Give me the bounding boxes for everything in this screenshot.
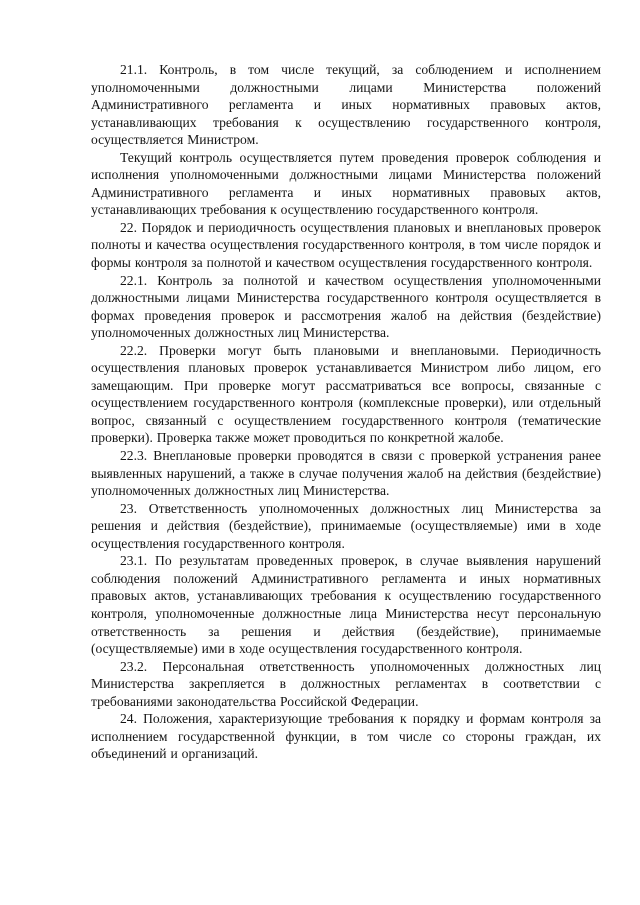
paragraph-22-2: 22.2. Проверки могут быть плановыми и внеплановыми. Периодичность осуществления плановых проверок устанавливается Министром либо лицом, его замещающим. При проверке могут рассматриваться все вопросы, связанные с осуществлением государственного контроля (комплексные проверки), или отдельный вопрос, связанный с осуществлением государственного контроля (тематические проверки). Проверка также может проводиться по конкретной жалобе. (91, 342, 601, 446)
paragraph-24: 24. Положения, характеризующие требования к порядку и формам контроля за исполнением государственной функции, в том числе со стороны граждан, их объединений и организаций. (91, 711, 601, 762)
paragraph-current-control: Текущий контроль осуществляется путем проведения проверок соблюдения и исполнения уполномоченными должностными лицами Министерства положений Административного регламента и иных нормативных правовых актов, устанавливающих требования к осуществлению государственного контроля. (91, 149, 601, 218)
paragraph-22: 22. Порядок и периодичность осуществления плановых и внеплановых проверок полноты и качества осуществления государственного контроля, в том числе порядок и формы контроля за полнотой и качеством осуществления государственного контроля. (91, 219, 601, 271)
paragraph-22-1: 22.1. Контроль за полнотой и качеством осуществления уполномоченными должностными лицами Министерства государственного контроля осуществляется в формах проведения проверок и рассмотрения жалоб на действия (бездействие) уполномоченных должностных лиц Министерства. (91, 272, 601, 341)
paragraph-23: 23. Ответственность уполномоченных должностных лиц Министерства за решения и действия (бездействие), принимаемые (осуществляемые) ими в ходе осуществления государственного контроля. (91, 500, 601, 551)
document-body (91, 61, 601, 763)
paragraph-21-1: 21.1. Контроль, в том числе текущий, за соблюдением и исполнением уполномоченными должностными лицами Министерства положений Административного регламента и иных нормативных правовых актов, устанавливающих требования к осуществлению государственного контроля, осуществляется Министром. (91, 62, 601, 148)
paragraph-23-1: 23.1. По результатам проведенных проверок, в случае выявления нарушений соблюдения положений Административного регламента и иных нормативных правовых актов, устанавливающих требования к осуществлению государственного контроля, уполномоченные должностные лица Министерства несут персональную ответственность за решения и действия (бездействие), принимаемые (осуществляемые) ими в ходе осуществления государственного контроля. (91, 553, 601, 657)
paragraph-23-2: 23.2. Персональная ответственность уполномоченных должностных лиц Министерства закрепляется в должностных регламентах в соответствии с требованиями законодательства Российской Федерации. (91, 658, 601, 709)
paragraph-22-3: 22.3. Внеплановые проверки проводятся в связи с проверкой устранения ранее выявленных нарушений, а также в случае получения жалоб на действия (бездействие) уполномоченных должностных лиц Министерства. (91, 448, 601, 499)
